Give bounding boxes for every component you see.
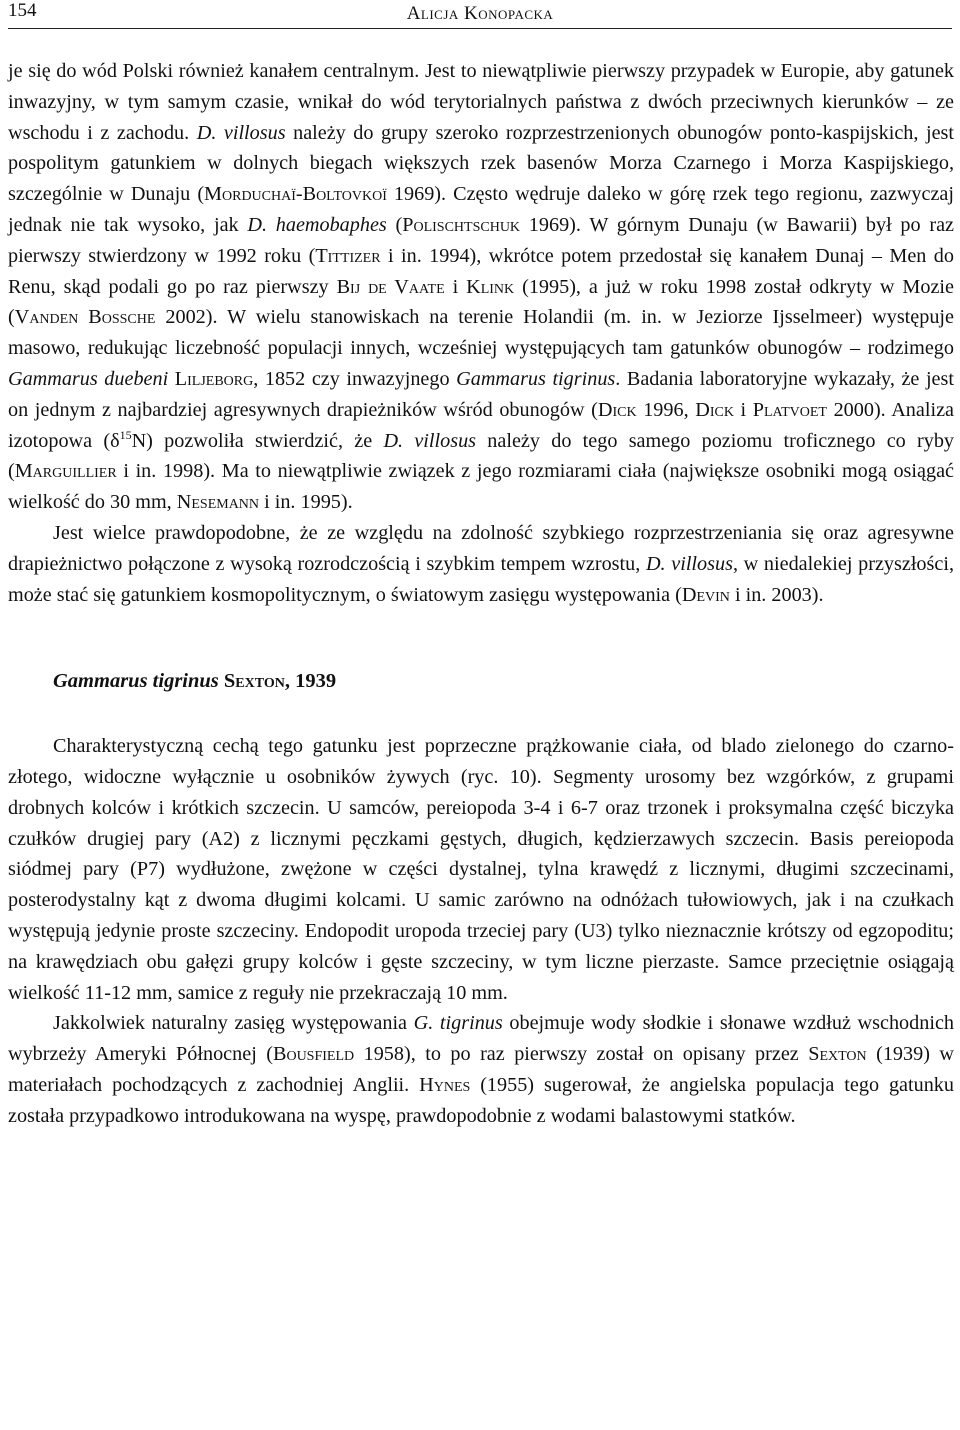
text-run: 2000). Analiza izotopowa (δ [8, 398, 954, 452]
citation-author: Bij de Vaate [336, 275, 445, 298]
species-name: D. villosus [383, 429, 477, 452]
text-run: , 1852 czy inwazyjnego [253, 367, 457, 390]
citation-author: Nesemann [176, 491, 260, 514]
citation-author: Klink [466, 275, 515, 298]
species-name: D. villosus [196, 121, 286, 144]
page-header [8, 0, 952, 29]
text-run: i in. 2003). [729, 583, 824, 606]
citation-author: Vanden Bossche [14, 306, 156, 329]
text-run: . Badania laboratoryjne wykazały, że jest on jednym z najbardziej agresywnych drapieżników wśród obunogów ( [8, 367, 954, 421]
paragraph-3: Charakterystyczną cechą tego gatunku jest poprzeczne prążkowanie ciała, od blado zielonego do czarno-złotego, widoczne wyłącznie u osobników żywych (ryc. 10). Segmenty urosomy bez wzgórków, z grupami drobnych kolców i krótkich szczecin. U samców, pereiopoda 3-4 i 6-7 oraz trzonek i proksymalna część biczyka czułków drugiej pary (A2) z licznymi pęczkami gęstych, długich, kędzierzawych szczecin. Basis pereiopoda siódmej pary (P7) wydłużone, zwężone w części dystalnej, tylna krawędź z licznymi, długimi szczecinami, posterodystalny kąt z dwoma długimi kolcami. U samic zarówno na odnóżach tułowiowych, jak i na czułkach występują jedynie proste szczeciny. Endopodit uropoda trzeciej pary (U3) tylko nieznacznie krótszy od egzopoditu; na krawędziach obu gałęzi grupy kolców i gęste szczeciny, w tym liczne pierzaste. Samce przeciętnie osiągają wielkość 11-12 mm, samice z reguły nie przekraczają 10 mm. [8, 735, 954, 1004]
text-run: 2002). W wielu stanowiskach na terenie Holandii (m. in. w Jeziorze Ijsselmeer) występuje masowo, redukując liczebność populacji innych, wcześniej występujących tam gatunków obunogów – rodzimego [8, 306, 954, 360]
species-name: Gammarus tigrinus [456, 367, 616, 390]
heading-species: Gammarus tigrinus [53, 670, 219, 693]
text-run: i in. 1998). Ma to niewątpliwie związek z jego rozmiarami ciała (największe osobniki mogą osiągać wielkość do 30 mm, [8, 460, 954, 514]
paragraph-4 [8, 1008, 954, 1131]
text-run: należy do tego samego poziomu troficznego co ryby ( [8, 429, 955, 483]
citation-author: Bousfield [273, 1043, 355, 1066]
citation-author: Hynes [419, 1073, 471, 1096]
species-name: Gammarus duebeni [8, 367, 169, 390]
citation-author: Devin [681, 583, 730, 606]
text-run: 1969). Często wędruje daleko w górę rzek tego regionu, zazwyczaj jednak nie tak wysoko, jak [8, 183, 954, 236]
running-title: Alicja Konopacka [406, 3, 554, 24]
text-run: i [444, 275, 467, 298]
text-run: należy do grupy szeroko rozprzestrzenionych obunogów ponto-kaspijskich, jest pospolitym gatunkiem w dolnych biegach większych rzek basenów Morza Czarnego i Morza Kaspijskiego, szczególnie w Dunaju ( [8, 121, 954, 206]
species-name: G. tigrinus [413, 1012, 503, 1035]
text-run: (1995), a już w roku 1998 został odkryty w Mozie ( [8, 275, 954, 329]
text-run: (1939) w materiałach pochodzących z zachodniej Anglii. [8, 1043, 954, 1096]
text-run: 1958), to po raz pierwszy został on opisany przez [354, 1043, 809, 1066]
text-run: obejmuje wody słodkie i słonawe wzdłuż wschodnich wybrzeży Ameryki Północnej ( [8, 1012, 954, 1066]
text-run: Jakkolwiek naturalny zasięg występowania [53, 1012, 414, 1035]
citation-author: Dick [695, 398, 734, 421]
citation-author: Platvoet [752, 398, 827, 421]
section-heading [8, 666, 954, 697]
citation-author: Sexton [808, 1043, 867, 1066]
text-run: i in. 1995). [259, 491, 353, 514]
text-run: je się do wód Polski również kanałem centralnym. Jest to niewątpliwie pierwszy przypadek w Europie, aby gatunek inwazyjny, w tym samym czasie, wnikał do wód terytorialnych państwa z dwóch przeciwnych kierunków – ze wschodu i z zachodu. [8, 60, 954, 144]
text-run: ( [386, 213, 403, 236]
paragraph-2 [8, 518, 954, 610]
citation-author: Morduchaï-Boltovkoï [204, 183, 387, 206]
citation-author: Dick [597, 398, 637, 421]
isotope-superscript: 15 [119, 427, 132, 442]
text-run: 1996, [636, 398, 696, 421]
page-number: 154 [8, 0, 37, 21]
text-run: , w niedalekiej przyszłości, może stać się gatunkiem kosmopolitycznym, o światowym zasięgu występowania ( [8, 552, 954, 606]
heading-author: Sexton [218, 670, 285, 693]
citation-author: Polischtschuk [402, 213, 521, 236]
text-run: i in. 1994), wkrótce potem przedostał się kanałem Dunaj – Men do Renu, skąd podali go po raz pierwszy [8, 244, 954, 298]
citation-author: Liljeborg [174, 367, 254, 390]
text-run [168, 368, 175, 390]
citation-author: Marguillier [14, 460, 117, 483]
species-name: D. villosus [645, 552, 733, 575]
species-name: D. haemobaphes [247, 213, 387, 236]
text-run: (1955) sugerował, że angielska populacja tego gatunku została przypadkowo introdukowana na wyspę, prawdopodobnie z wodami balastowymi statków. [8, 1073, 954, 1127]
heading-year: , 1939 [284, 670, 337, 693]
citation-author: Tittizer [315, 244, 381, 267]
paragraph-1 [8, 56, 954, 518]
text-run: i [733, 398, 753, 421]
text-run: 1969). W górnym Dunaju (w Bawarii) był po raz pierwszy stwierdzony w 1992 roku ( [8, 213, 954, 267]
text-run: Jest wielce prawdopodobne, że ze względu na zdolność szybkiego rozprzestrzeniania się oraz agresywne drapieżnictwo połączone z wysoką rozrodczością i szybkim tempem wzrostu, [8, 521, 954, 575]
text-run: N) pozwoliła stwierdzić, że [131, 429, 384, 452]
body-text [8, 56, 954, 1132]
